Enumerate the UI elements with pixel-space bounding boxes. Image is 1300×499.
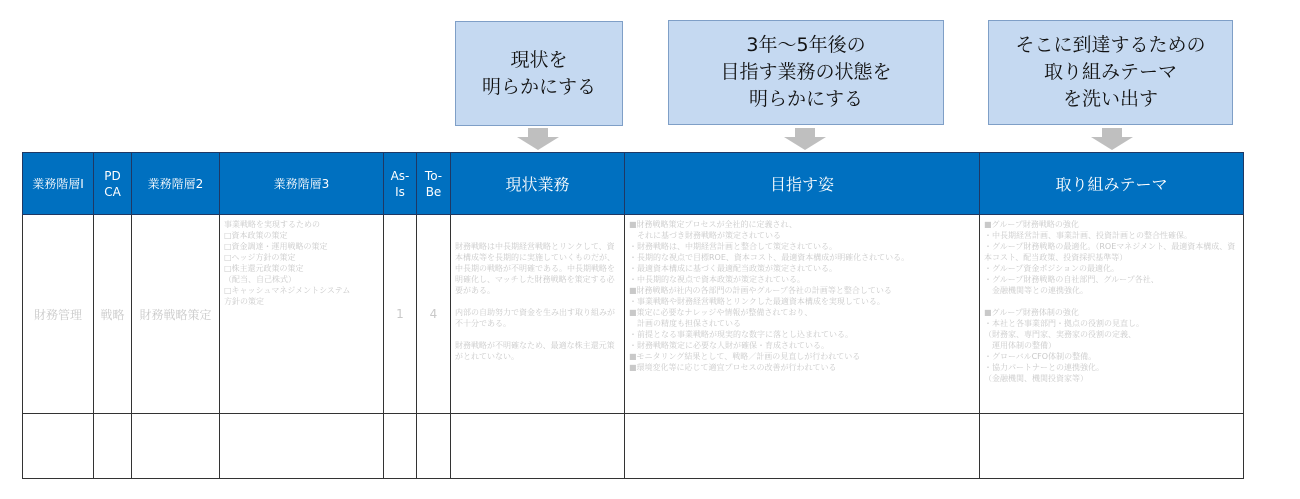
- empty-cell: [625, 414, 980, 479]
- header-current: 現状業務: [451, 153, 625, 215]
- down-arrow-icon: [517, 128, 559, 150]
- header-level2: 業務階層2: [132, 153, 220, 215]
- header-tobe: To- Be: [417, 153, 451, 215]
- empty-cell: [132, 414, 220, 479]
- down-arrow-icon: [1091, 128, 1133, 150]
- business-matrix-table: [22, 152, 1244, 479]
- cell-tobe: 4: [417, 215, 451, 414]
- cell-theme: ■グループ財務戦略の強化 ・中長期経営計画、事業計画、投資計画との整合性確保。 ・グループ財務戦略の最適化。（ROEマネジメント、最適資本構成、資本コスト、配当政策、投資採択基準等） ・グループ資金ポジションの最適化。 ・グループ財務戦略の自社部門、グループ各社、 金融機関等との連携強化。 ■グループ財務体制の強化 ・本社と各事業部門・拠点の役割の見直し。 （財務家、専門家、実務家の役割の定義、 運用体制の整備） ・グローバルCFO体制の整備。 ・協力パートナーとの連携強化。 （金融機関、機関投資家等）: [980, 215, 1244, 414]
- cell-asis: 1: [384, 215, 417, 414]
- callout-themes: そこに到達するための 取り組みテーマ を洗い出す: [988, 20, 1233, 125]
- table-row: [23, 215, 1244, 414]
- header-level1: 業務階層Ⅰ: [23, 153, 94, 215]
- header-level3: 業務階層3: [220, 153, 384, 215]
- header-theme: 取り組みテーマ: [980, 153, 1244, 215]
- cell-current: 財務戦略は中長期経営戦略とリンクして、資本構成等を長期的に実施していくものだが、中長期の戦略が不明確である。中長期戦略を明確化し、マッチした財務戦略を策定する必要がある。 内部の自助努力で資金を生み出す取り組みが不十分である。 財務戦略が不明確なため、最適な株主還元策がとれていない。: [451, 215, 625, 414]
- cell-pdca: 戦略: [94, 215, 132, 414]
- header-asis: As- Is: [384, 153, 417, 215]
- cell-level2: 財務戦略策定: [132, 215, 220, 414]
- down-arrow-icon: [784, 128, 826, 150]
- empty-cell: [417, 414, 451, 479]
- table-row-empty: [23, 414, 1244, 479]
- callout-target-state: 3年～5年後の 目指す業務の状態を 明らかにする: [668, 20, 944, 125]
- empty-cell: [220, 414, 384, 479]
- callout-current-state: 現状を 明らかにする: [455, 21, 623, 126]
- empty-cell: [94, 414, 132, 479]
- empty-cell: [980, 414, 1244, 479]
- header-pdca: PD CA: [94, 153, 132, 215]
- cell-level3: 事業戦略を実現するための □資本政策の策定 □資金調達・運用戦略の策定 □ヘッジ方針の策定 □株主還元政策の策定 （配当、自己株式） □キャッシュマネジメントシステム 方針の策定: [220, 215, 384, 414]
- empty-cell: [384, 414, 417, 479]
- header-row: [23, 153, 1244, 215]
- cell-target: ■財務戦略策定プロセスが全社的に定義され、 それに基づき財務戦略が策定されている ・財務戦略は、中期経営計画と整合して策定されている。 ・長期的な視点で目標ROE、資本コスト、最適資本構成が明確化されている。 ・最適資本構成に基づく最適配当政策が策定されている。 ・中長期的な視点で資本政策が策定されている。 ■財務戦略が社内の各部門の計画やグループ各社の計画等と整合している ・事業戦略や財務経営戦略とリンクした最適資本構成を実現している。 ■策定に必要なナレッジや情報が整備されており、 計画の精度も担保されている ・前提となる事業戦略が現実的な数字に落とし込まれている。 ・財務戦略策定に必要な人財が確保・育成されている。 ■モニタリング結果として、戦略／計画の見直しが行われている ■環境変化等に応じて適宜プロセスの改善が行われている: [625, 215, 980, 414]
- empty-cell: [451, 414, 625, 479]
- empty-cell: [23, 414, 94, 479]
- header-target: 目指す姿: [625, 153, 980, 215]
- cell-level1: 財務管理: [23, 215, 94, 414]
